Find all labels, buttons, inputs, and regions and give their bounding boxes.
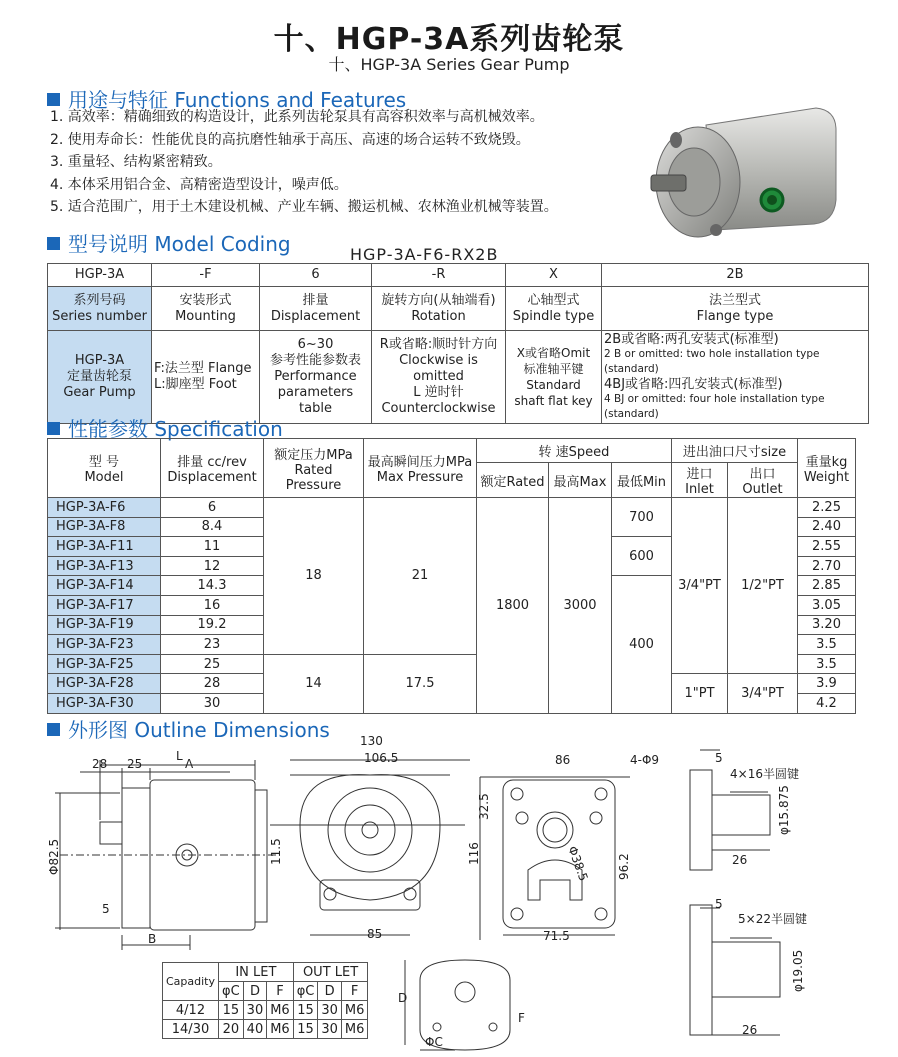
section-coding-label: 型号说明 Model Coding <box>68 232 291 256</box>
key1-dim-dia: φ15.875 <box>777 785 791 835</box>
key1-dim-26: 26 <box>732 853 748 867</box>
spec-header-model <box>48 439 161 498</box>
spec-disp: 25 <box>161 654 264 674</box>
key2-dim-dia: φ19.05 <box>791 949 805 992</box>
section-functions-label: 用途与特征 Functions and Features <box>68 88 407 112</box>
gear-pump-photo <box>646 100 846 250</box>
cell: M6 <box>341 1020 368 1039</box>
flange-line: 2 B or omitted: two hole installation type (standard) <box>604 348 820 375</box>
cell-line: F:法兰型 Flange <box>154 361 252 376</box>
coding-cell <box>372 331 506 424</box>
spec-header-speed-rated: 额定Rated <box>477 463 549 498</box>
coding-cell <box>48 287 152 331</box>
spec-disp: 11 <box>161 537 264 557</box>
dim-96: 96.2 <box>617 853 631 880</box>
cell-line: Rated Pressure <box>285 462 342 493</box>
cell-line: X或省略Omit <box>516 346 591 360</box>
cell-line: 参考性能参数表 <box>269 353 361 368</box>
cell-line: Weight <box>803 470 850 485</box>
cell-line: 安装形式 <box>179 292 232 308</box>
coding-cell <box>372 287 506 331</box>
feature-item: 3. 重量轻、结构紧密精致。 <box>50 154 222 171</box>
spec-disp: 19.2 <box>161 615 264 635</box>
spec-header-inlet: 进口Inlet <box>672 463 728 498</box>
cell-line: 系列号码 <box>73 292 126 308</box>
spec-header-speed: 转 速Speed <box>477 439 672 463</box>
side-view-drawing <box>55 760 280 950</box>
key1-dim-5: 5 <box>715 751 723 765</box>
section-coding <box>47 228 291 257</box>
coding-desc-row <box>48 331 869 424</box>
spec-rated: 14 <box>264 654 364 713</box>
dim-5: 5 <box>102 902 110 916</box>
inlet-header: IN LET <box>219 963 294 982</box>
feature-item: 5. 适合范围广，用于土木建设机械、产业车辆、搬运机械、农林渔业机械等装置。 <box>50 199 558 216</box>
spec-model: HGP-3A-F14 <box>48 576 161 596</box>
cell: M6 <box>341 1001 368 1020</box>
cell-line: Flange type <box>696 308 774 324</box>
coding-cell <box>506 287 602 331</box>
spec-disp: 28 <box>161 674 264 694</box>
cell: 4/12 <box>163 1001 219 1020</box>
spec-header-weight <box>798 439 856 498</box>
feature-item: 2. 使用寿命长：性能优良的高抗磨性轴承于高压、高速的场合运转不致烧毁。 <box>50 131 530 148</box>
spec-model: HGP-3A-F13 <box>48 556 161 576</box>
flange-line: 2B或省略:两孔安装式(标准型) <box>604 332 779 347</box>
cell-line: Clockwise is omitted <box>399 353 478 384</box>
table-row <box>163 1001 368 1020</box>
cell: 40 <box>243 1020 267 1039</box>
dim-25: 25 <box>127 757 143 771</box>
spec-header-disp <box>161 439 264 498</box>
spec-weight: 2.25 <box>798 498 856 518</box>
specification-table <box>47 438 856 714</box>
spec-speed-min: 600 <box>612 537 672 576</box>
spec-speed-min: 700 <box>612 498 672 537</box>
cell-line: 重量kg <box>805 455 848 470</box>
spec-inlet: 3/4"PT <box>672 498 728 674</box>
coding-cell <box>152 287 260 331</box>
spec-inlet: 1"PT <box>672 674 728 713</box>
dim-phi82: Φ82.5 <box>47 838 61 875</box>
coding-example: HGP-3A-F6-RX2B <box>350 245 499 264</box>
square-bullet-icon <box>47 93 60 106</box>
cell: 30 <box>243 1001 267 1020</box>
feature-item: 4. 本体采用铝合金、高精密造型设计，噪声低。 <box>50 176 348 193</box>
cell-line: 标准轴平键 <box>523 362 584 376</box>
dim-4phi9: 4-Φ9 <box>630 753 660 767</box>
table-row <box>163 963 368 982</box>
spec-disp: 12 <box>161 556 264 576</box>
port-dim-D: D <box>398 991 408 1005</box>
key2-dim-26: 26 <box>742 1023 758 1037</box>
cell-line: 旋转方向(从轴端看) <box>381 292 496 308</box>
spec-disp: 23 <box>161 635 264 655</box>
square-bullet-icon <box>47 237 60 250</box>
section-outline-label: 外形图 Outline Dimensions <box>68 718 330 742</box>
cell-line: 6~30 <box>297 337 334 352</box>
col-header: D <box>318 982 342 1001</box>
spec-weight: 3.5 <box>798 654 856 674</box>
dim-85: 85 <box>367 927 383 941</box>
port-capacity-table <box>162 962 368 1039</box>
outline-dimension-drawings <box>0 730 898 1057</box>
spec-model: HGP-3A-F28 <box>48 674 161 694</box>
key2-dim-5: 5 <box>715 897 723 911</box>
cell-line: Max Pressure <box>376 470 464 485</box>
coding-flange-cell <box>602 331 869 424</box>
spec-speed-max: 3000 <box>549 498 612 714</box>
dim-B: B <box>148 932 157 946</box>
spec-model: HGP-3A-F19 <box>48 615 161 635</box>
square-bullet-icon <box>47 422 60 435</box>
spec-weight: 3.5 <box>798 635 856 655</box>
coding-label-row <box>48 287 869 331</box>
cell-line: 排量 <box>302 292 329 308</box>
coding-cell <box>506 331 602 424</box>
spec-model: HGP-3A-F23 <box>48 635 161 655</box>
spec-disp: 14.3 <box>161 576 264 596</box>
cell: M6 <box>267 1020 294 1039</box>
spec-outlet: 1/2"PT <box>728 498 798 674</box>
coding-cell <box>260 331 372 424</box>
port-dim-C: ΦC <box>425 1035 443 1049</box>
spec-speed-rated: 1800 <box>477 498 549 714</box>
spec-weight: 3.05 <box>798 595 856 615</box>
cell-line: Performance <box>274 369 357 384</box>
spec-weight: 2.55 <box>798 537 856 557</box>
key1-label: 4×16半圆键 <box>730 767 799 781</box>
cell: 15 <box>293 1020 318 1039</box>
coding-cell <box>602 287 869 331</box>
coding-cell: X <box>506 264 602 287</box>
table-row <box>163 1020 368 1039</box>
coding-cell <box>48 331 152 424</box>
cell-line: Standard <box>526 378 581 392</box>
cell: 15 <box>219 1001 244 1020</box>
cell-line: 最高瞬间压力MPa <box>367 455 473 470</box>
col-header: F <box>341 982 368 1001</box>
dim-86: 86 <box>555 753 571 767</box>
spec-weight: 2.40 <box>798 517 856 537</box>
cell-line: Series number <box>52 308 147 324</box>
spec-header-outlet: 出口Outlet <box>728 463 798 498</box>
cell-line: Spindle type <box>512 308 595 324</box>
port-detail-drawing <box>405 960 510 1050</box>
port-dim-F: F <box>518 1011 525 1025</box>
dim-71: 71.5 <box>543 929 570 943</box>
features-list <box>50 106 650 219</box>
coding-cell <box>152 331 260 424</box>
cell-line: R或省略:顺时针方向 <box>379 337 498 352</box>
spec-model: HGP-3A-F11 <box>48 537 161 557</box>
cell-line: Counterclockwise <box>381 401 496 416</box>
spec-outlet: 3/4"PT <box>728 674 798 713</box>
spec-model: HGP-3A-F17 <box>48 595 161 615</box>
coding-cell: HGP-3A <box>48 264 152 287</box>
coding-cell: -F <box>152 264 260 287</box>
spec-max: 17.5 <box>364 654 477 713</box>
cell-line: shaft flat key <box>514 394 593 408</box>
table-row <box>48 498 856 518</box>
cell-line: L 逆时针 <box>413 385 464 400</box>
spec-weight: 3.20 <box>798 615 856 635</box>
spec-model: HGP-3A-F6 <box>48 498 161 518</box>
cell: 20 <box>219 1020 244 1039</box>
cell-line: Displacement <box>167 470 257 485</box>
page-title: 十、HGP-3A系列齿轮泵 <box>273 22 625 57</box>
dim-phi38: Φ38.5 <box>565 844 591 884</box>
spec-disp: 6 <box>161 498 264 518</box>
cell-line: 额定压力MPa <box>274 447 353 463</box>
spec-rated: 18 <box>264 498 364 655</box>
cell-line: 排量 cc/rev <box>177 455 247 470</box>
outlet-header: OUT LET <box>293 963 368 982</box>
flange-line: 4BJ或省略:四孔安装式(标准型) <box>604 377 783 392</box>
cell-line: Rotation <box>411 308 466 324</box>
cell: 15 <box>293 1001 318 1020</box>
dim-116: 116 <box>467 842 481 865</box>
key2-label: 5×22半圆键 <box>738 912 807 926</box>
spec-header-speed-max: 最高Max <box>549 463 612 498</box>
cell-line: HGP-3A <box>74 353 125 368</box>
spec-model: HGP-3A-F25 <box>48 654 161 674</box>
feature-item: 1. 高效率：精确细致的构造设计，此系列齿轮泵具有高容积效率与高机械效率。 <box>50 109 544 125</box>
section-spec-label: 性能参数 Specification <box>68 417 283 441</box>
cell-line: 定量齿轮泵 <box>66 369 132 384</box>
spec-header-rated <box>264 439 364 498</box>
spec-header-speed-min: 最低Min <box>612 463 672 498</box>
spec-header-max <box>364 439 477 498</box>
spec-disp: 30 <box>161 693 264 713</box>
dim-106: 106.5 <box>364 751 399 765</box>
col-header: F <box>267 982 294 1001</box>
spec-model: HGP-3A-F8 <box>48 517 161 537</box>
dim-32: 32.5 <box>477 793 491 820</box>
cell-line: parameters table <box>277 385 354 416</box>
cell-line: 型 号 <box>88 455 120 470</box>
dim-L: L <box>176 749 183 763</box>
dim-130: 130 <box>360 734 383 748</box>
spec-header-port: 进出油口尺寸size <box>672 439 798 463</box>
rear-view-drawing <box>480 777 630 940</box>
spec-weight: 2.85 <box>798 576 856 596</box>
dim-11: 11.5 <box>269 838 283 865</box>
cell-line: 法兰型式 <box>708 292 761 308</box>
coding-cell: 2B <box>602 264 869 287</box>
spec-disp: 16 <box>161 595 264 615</box>
cell-line: Model <box>84 470 124 485</box>
capacity-header: Capadity <box>163 963 219 1001</box>
flange-line: 4 BJ or omitted: four hole installation type (standard) <box>604 393 825 420</box>
page-subtitle: 十、HGP-3A Series Gear Pump <box>328 55 570 74</box>
coding-cell: 6 <box>260 264 372 287</box>
spec-weight: 2.70 <box>798 556 856 576</box>
cell-line: 心轴型式 <box>527 292 580 308</box>
spec-disp: 8.4 <box>161 517 264 537</box>
col-header: φC <box>293 982 318 1001</box>
cell-line: Gear Pump <box>63 385 136 400</box>
front-view-drawing <box>270 760 470 935</box>
cell: 30 <box>318 1001 342 1020</box>
spec-model: HGP-3A-F30 <box>48 693 161 713</box>
model-coding-table <box>47 263 869 424</box>
col-header: φC <box>219 982 244 1001</box>
spec-max: 21 <box>364 498 477 655</box>
coding-header-row <box>48 264 869 287</box>
cell-line: L:脚座型 Foot <box>154 377 237 392</box>
spec-weight: 3.9 <box>798 674 856 694</box>
cell: 14/30 <box>163 1020 219 1039</box>
cell-line: Mounting <box>175 308 236 324</box>
spec-weight: 4.2 <box>798 693 856 713</box>
cell: M6 <box>267 1001 294 1020</box>
dim-A: A <box>185 757 194 771</box>
coding-cell <box>260 287 372 331</box>
cell-line: Displacement <box>270 308 361 324</box>
spec-speed-min: 400 <box>612 576 672 713</box>
spec-header-row <box>48 439 856 463</box>
dim-28: 28 <box>92 757 108 771</box>
cell: 30 <box>318 1020 342 1039</box>
col-header: D <box>243 982 267 1001</box>
coding-cell: -R <box>372 264 506 287</box>
